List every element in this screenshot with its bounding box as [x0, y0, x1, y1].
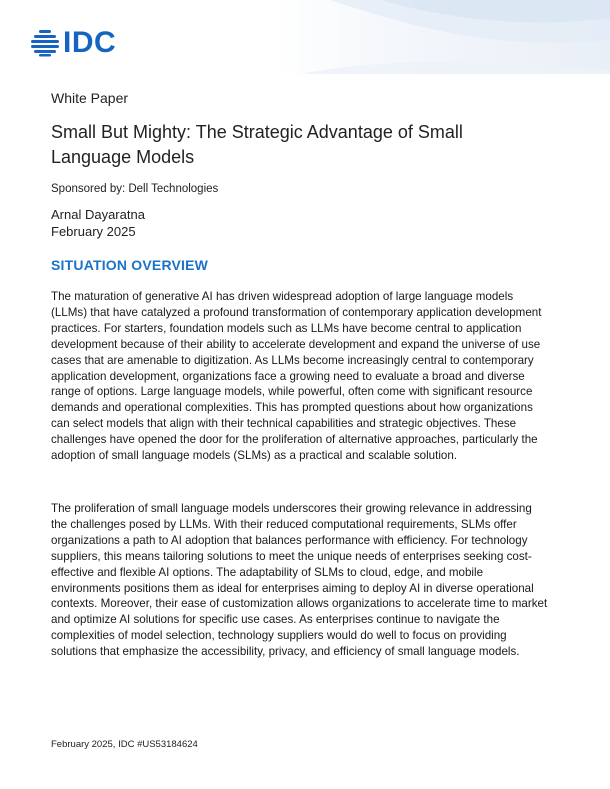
document-type: White Paper — [51, 90, 129, 106]
globe-icon — [30, 29, 60, 57]
body-paragraph: The proliferation of small language models underscores their growing relevance in addressing the challenges posed by LLMs. With their reduced computational requirements, SLMs offer organizations a path to AI adoption that balances performance with efficiency. For technology suppliers, this means tailoring solutions to meet the unique needs of enterprises seeking cost-effective and flexible AI options. The adaptability of SLMs to cloud, edge, and mobile environments positions them as ideal for enterprises aiming to deploy AI in diverse operational contexts. Moreover, their ease of customization allows organizations to accelerate time to market and optimize AI solutions for specific use cases. As enterprises continue to navigate the complexities of model selection, technology suppliers would do well to focus on providing solutions that emphasize the accessibility, privacy, and efficiency of small language models. — [51, 502, 548, 659]
logo-wordmark: IDC — [63, 26, 117, 59]
section-heading: SITUATION OVERVIEW — [51, 257, 209, 273]
body-paragraph: The maturation of generative AI has driven widespread adoption of large language models (LLMs) that have catalyzed a profound transformation of contemporary application development practices. For starters, foundation models such as LLMs have become central to application development because of their ability to accelerate development and expand the universe of use cases that are amenable to digitization. As LLMs become increasingly central to contemporary application development, organizations face a growing need to evaluate a broad and diverse range of options. Large language models, while powerful, often come with significant resource demands and operational complexities. This has prompted questions about how organizations can select models that align with their technical capabilities and strategic objectives. These challenges have opened the door for the proliferation of alternative approaches, particularly the adoption of small language models (SLMs) as a practical and scalable solution. — [51, 290, 542, 463]
page-footer: February 2025, IDC #US53184624 — [51, 739, 198, 750]
sponsor-line: Sponsored by: Dell Technologies — [51, 183, 219, 195]
publication-date: February 2025 — [51, 224, 136, 239]
document-title: Small But Mighty: The Strategic Advantage of Small Language Models — [51, 122, 463, 167]
idc-logo — [30, 26, 117, 59]
author-name: Arnal Dayaratna — [51, 207, 145, 222]
